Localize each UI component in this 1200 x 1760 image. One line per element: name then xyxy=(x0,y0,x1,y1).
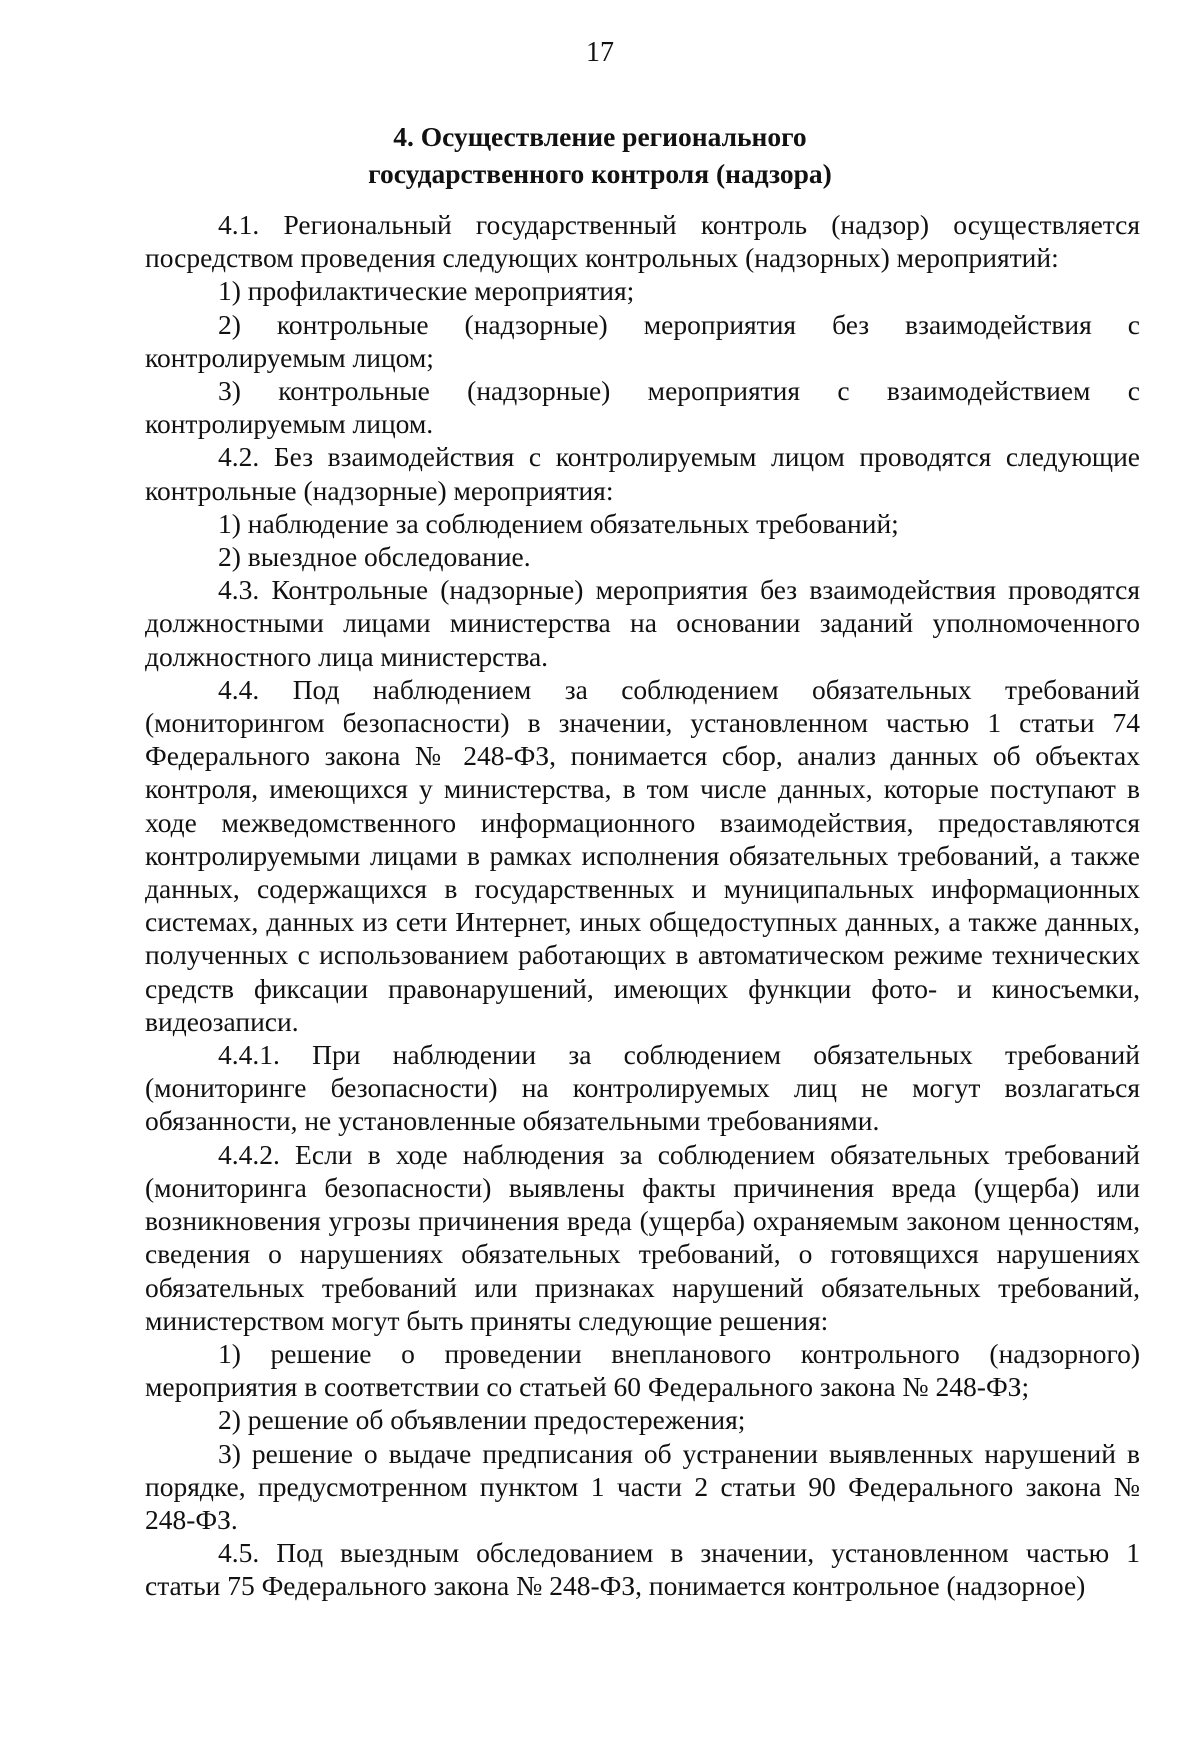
list-item-field-inspection: 2) выездное обследование. xyxy=(218,541,531,573)
document-body xyxy=(145,208,1140,1603)
list-item-with-interaction: 3) контрольные (надзорные) мероприятия с взаимодействием с контролируемым лицом. xyxy=(145,375,1140,440)
paragraph-4-2: 4.2. Без взаимодействия с контролируемым лицом проводятся следующие контрольные (надзорные) мероприятия: xyxy=(145,441,1140,506)
list-item-without-interaction: 2) контрольные (надзорные) мероприятия без взаимодействия с контролируемым лицом; xyxy=(145,308,1140,373)
paragraph-4-4-2: 4.4.2. Если в ходе наблюдения за соблюдением обязательных требований (мониторинга безопасности) выявлены факты причинения вреда (ущерба) или возникновения угрозы причинения вреда (ущерба) охраняемым законом ценностям, сведения о нарушениях обязательных требований, о готовящихся нарушениях обязательных требований или признаках нарушений обязательных требований, министерством могут быть приняты следующие решения: xyxy=(145,1138,1140,1336)
section-title-line-2: государственного контроля (надзора) xyxy=(368,158,832,189)
list-item-preventive-measures: 1) профилактические мероприятия; xyxy=(218,275,635,307)
paragraph-4-4: 4.4. Под наблюдением за соблюдением обязательных требований (мониторингом безопасности) в значении, установленном частью 1 статьи 74 Федерального закона № 248-ФЗ, понимается сбор, анализ данных об объектах контроля, имеющихся у министерства, в том числе данных, которые поступают в ходе межведомственного информационного взаимодействия, предоставляются контролируемыми лицами в рамках исполнения обязательных требований, а также данных, содержащихся в государственных и муниципальных информационных системах, данных из сети Интернет, иных общедоступных данных, а также данных, полученных с использованием работающих в автоматическом режиме технических средств фиксации правонарушений, имеющих функции фото- и киносъемки, видеозаписи. xyxy=(145,673,1140,1037)
list-item-warning: 2) решение об объявлении предостережения; xyxy=(218,1404,746,1436)
section-title-line-1: 4. Осуществление регионального xyxy=(393,121,807,152)
list-item-observation: 1) наблюдение за соблюдением обязательных требований; xyxy=(218,507,899,539)
section-title xyxy=(0,118,1200,192)
list-item-unscheduled-event: 1) решение о проведении внепланового контрольного (надзорного) мероприятия в соответствии со статьей 60 Федерального закона № 248-ФЗ; xyxy=(145,1337,1140,1403)
paragraph-4-4-1: 4.4.1. При наблюдении за соблюдением обязательных требований (мониторинге безопасности) на контролируемых лиц не могут возлагаться обязанности, не установленные обязательными требованиями. xyxy=(145,1039,1140,1137)
list-item-order: 3) решение о выдаче предписания об устранении выявленных нарушений в порядке, предусмотренном пунктом 1 части 2 статьи 90 Федерального закона № 248-ФЗ. xyxy=(145,1437,1140,1535)
page-number: 17 xyxy=(586,37,614,68)
paragraph-4-5: 4.5. Под выездным обследованием в значении, установленном частью 1 статьи 75 Федерального закона № 248-ФЗ, понимается контрольное (надзорное) xyxy=(145,1537,1140,1602)
paragraph-4-1: 4.1. Региональный государственный контроль (надзор) осуществляется посредством проведения следующих контрольных (надзорных) мероприятий: xyxy=(145,209,1140,274)
paragraph-4-3: 4.3. Контрольные (надзорные) мероприятия без взаимодействия проводятся должностными лицами министерства на основании заданий уполномоченного должностного лица министерства. xyxy=(145,574,1140,672)
